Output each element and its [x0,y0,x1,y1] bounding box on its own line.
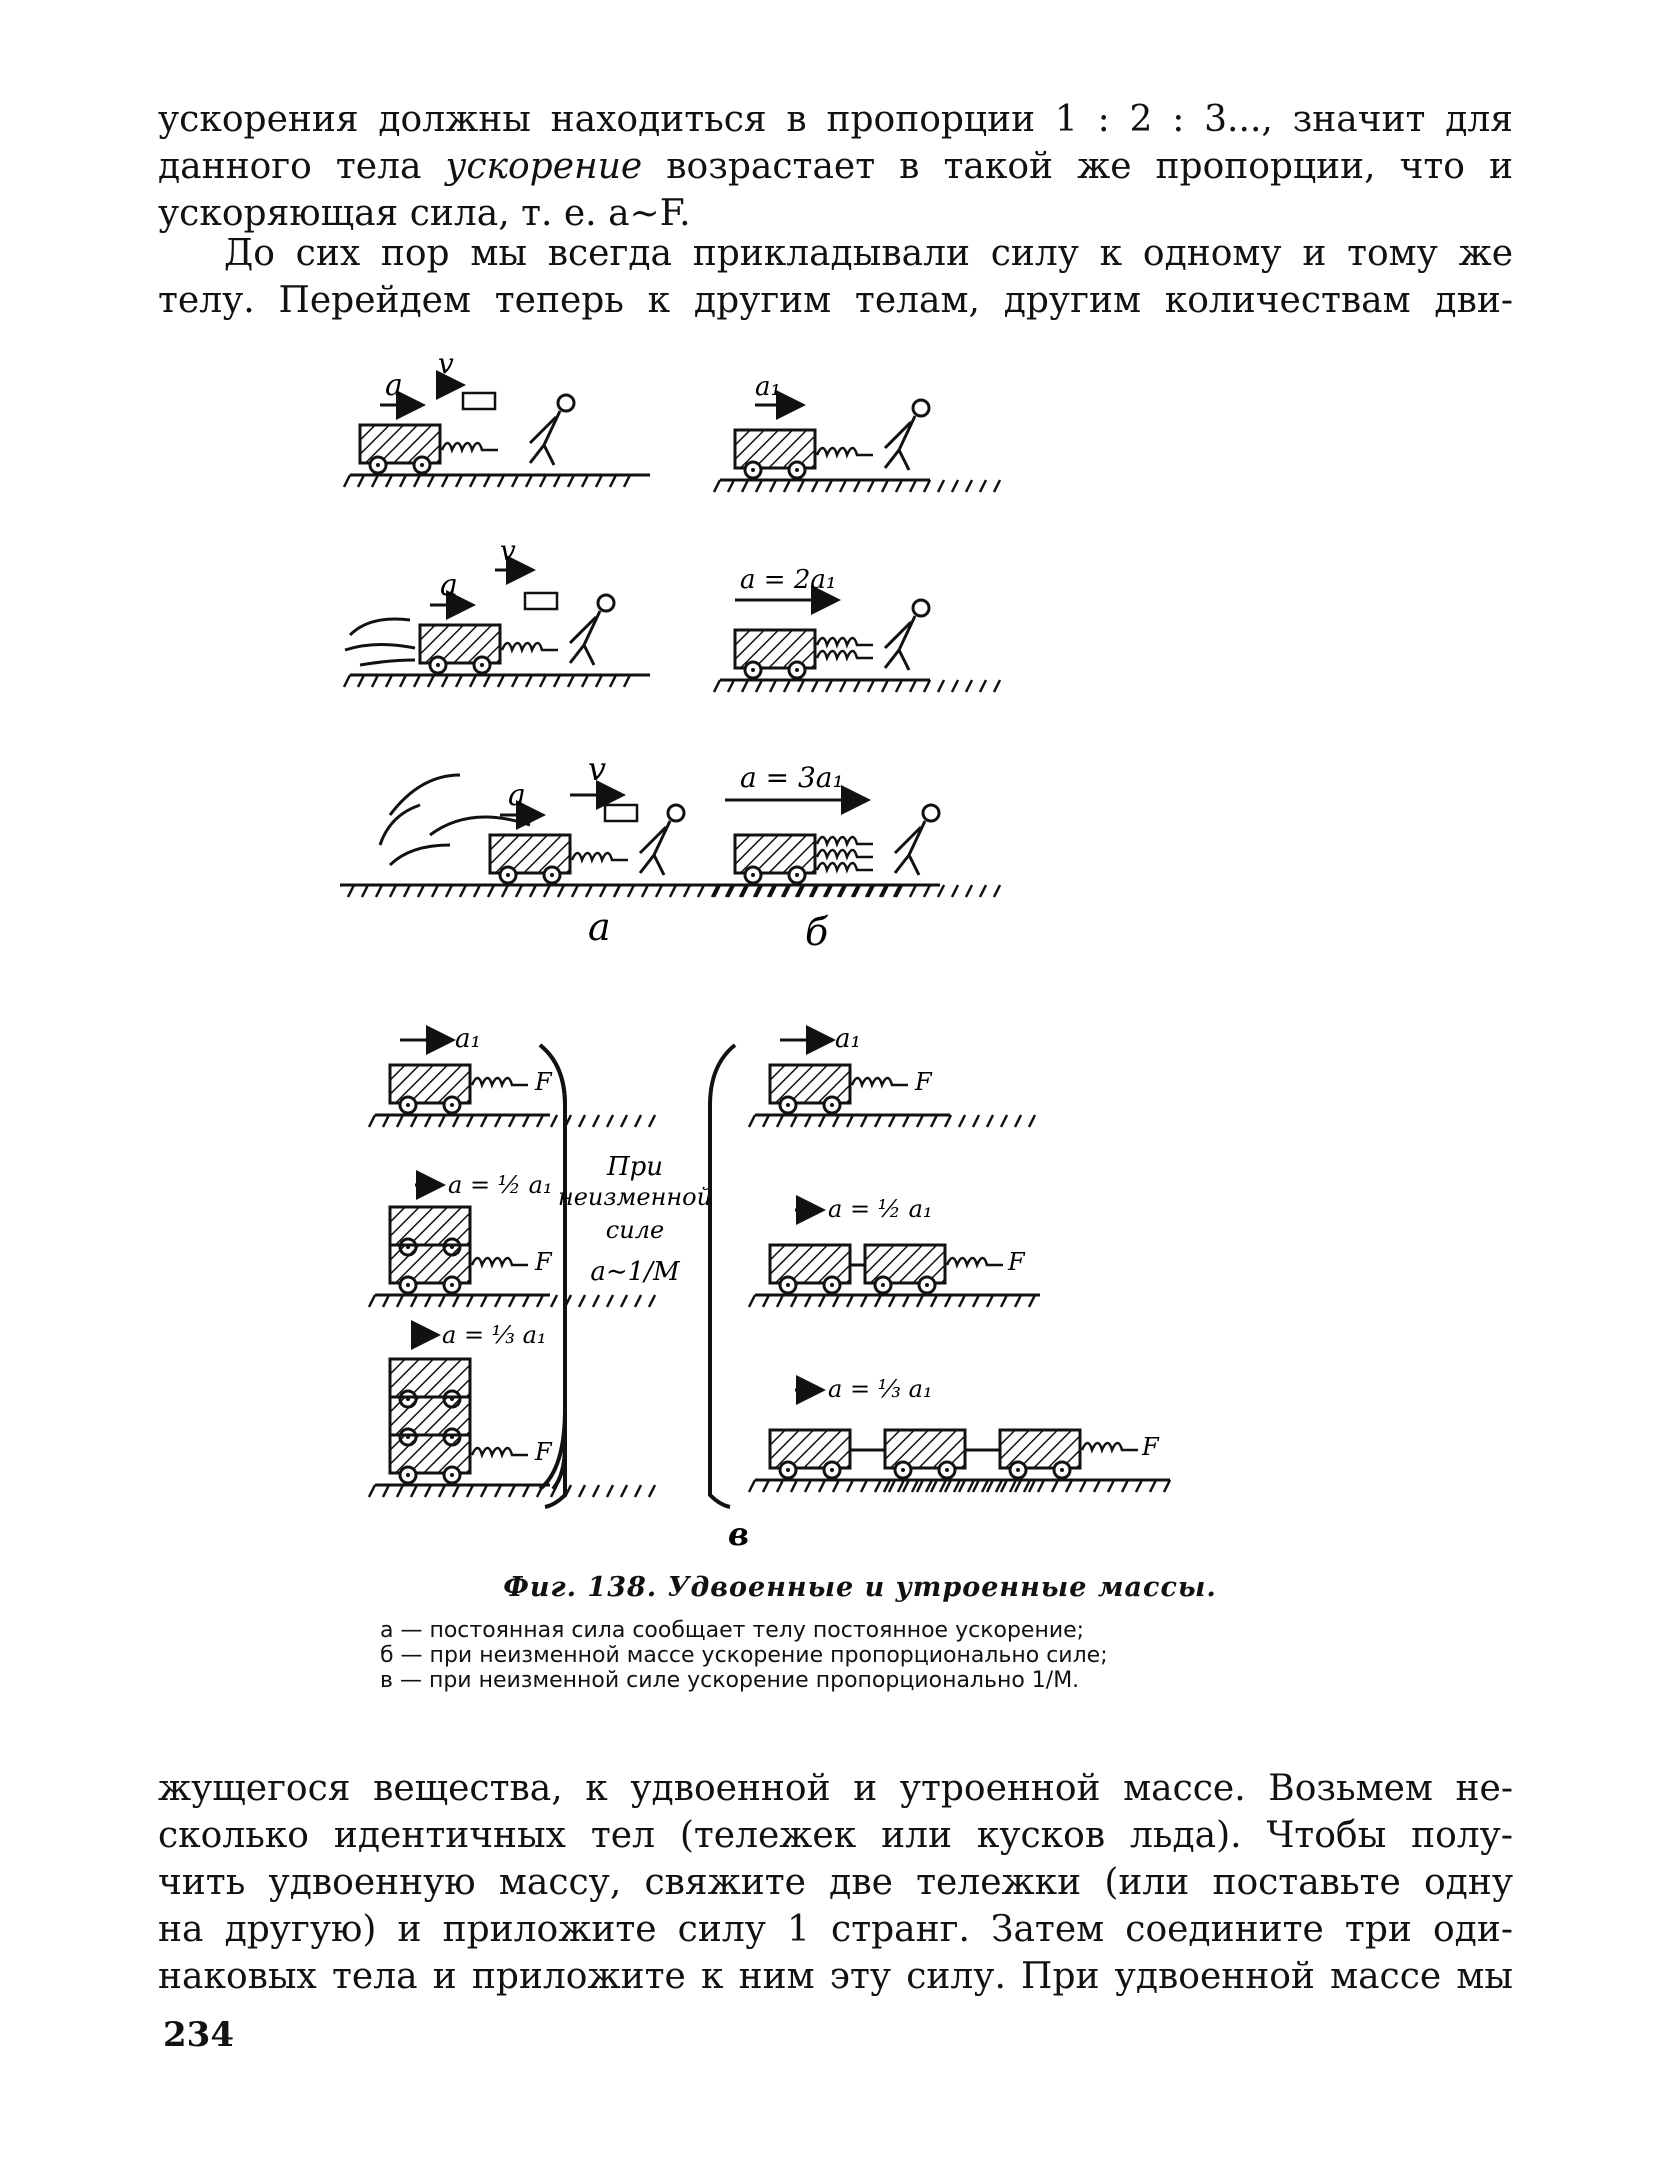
v-right-f1: F [915,1068,932,1096]
v-right-f3: F [1142,1433,1159,1461]
paragraph-3-line-2: сколько идентичных тел (тележек или кусков льда). Чтобы полу- [158,1815,1513,1856]
v-center-line3: силе [605,1216,665,1244]
v-left-f1: F [535,1068,552,1096]
figure-caption-title: Фиг. 138. Удвоенные и утроенные массы. [503,1572,1217,1603]
panel-b-letter: б [805,910,829,954]
v-center-line2: неизменной [557,1183,713,1211]
paragraph-3-line-5: наковых тела и приложите к ним эту силу. При удвоенной массе мы [158,1956,1513,1997]
v-right-third: a = ⅓ a₁ [828,1375,933,1403]
figure-drawing [340,345,1340,1555]
paragraph-1-line-2-post: возрастает в такой же пропорции, что и [642,146,1514,187]
v-right-f2: F [1008,1248,1025,1276]
paragraph-1-line-3: ускоряющая сила, т. е. a∼F. [158,193,691,234]
paragraph-1 [158,96,1513,237]
label-a2-b: a = 2a₁ [740,565,837,595]
v-left-f2: F [535,1248,552,1276]
figure-caption-b: б — при неизменной массе ускорение пропорционально силе; [380,1643,1108,1668]
v-left-f3: F [535,1438,552,1466]
panel-a-letter: а [588,905,611,949]
label-a-3: a [508,778,526,813]
figure-caption-v: в — при неизменной силе ускорение пропорционально 1/M. [380,1668,1080,1693]
panel-v-letter: в [728,1515,750,1553]
panel-v [369,1024,1170,1553]
page-number: 234 [163,2015,234,2055]
emphasis-acceleration: ускорение [445,146,643,187]
paragraph-3-line-1: жущегося вещества, к удвоенной и утроенной массе. Возьмем не- [158,1768,1513,1809]
label-a-1: a [385,368,403,403]
v-right-a1: a₁ [835,1024,861,1054]
figure-caption-a: а — постоянная сила сообщает телу постоянное ускорение; [380,1618,1085,1643]
paragraph-1-line-2 [158,143,1513,190]
paragraph-2-line-2: телу. Перейдем теперь к другим телам, другим количествам дви- [158,280,1513,321]
label-a3-b: a = 3a₁ [740,761,844,794]
paragraph-3-line-3: чить удвоенную массу, свяжите две тележки (или поставьте одну [158,1862,1513,1903]
v-right-half: a = ½ a₁ [828,1195,933,1223]
v-center-line1: При [606,1152,664,1182]
paragraph-2-line-1: До сих пор мы всегда прикладывали силу к одному и тому же [224,233,1513,274]
label-v-3: v [588,750,607,788]
panel-b [714,372,1000,954]
v-left-third: a = ⅓ a₁ [442,1321,547,1349]
paragraph-3 [158,1765,1513,2000]
figure-138 [340,345,1340,1555]
paragraph-1-line-2-pre: данного тела [158,146,446,187]
v-left-half: a = ½ a₁ [448,1171,553,1199]
paragraph-2 [158,230,1513,324]
paragraph-1-line-1: ускорения должны находиться в пропорции 1 : 2 : 3..., значит для [158,99,1513,140]
label-a1-b: a₁ [755,372,781,402]
label-a-2: a [440,568,458,603]
v-center-formula: a∼1/M [590,1257,680,1287]
v-left-a1: a₁ [455,1024,481,1054]
paragraph-3-line-4: на другую) и приложите силу 1 странг. Затем соедините три оди- [158,1909,1513,1950]
label-v-1: v [438,347,454,380]
label-v-2: v [500,534,516,567]
